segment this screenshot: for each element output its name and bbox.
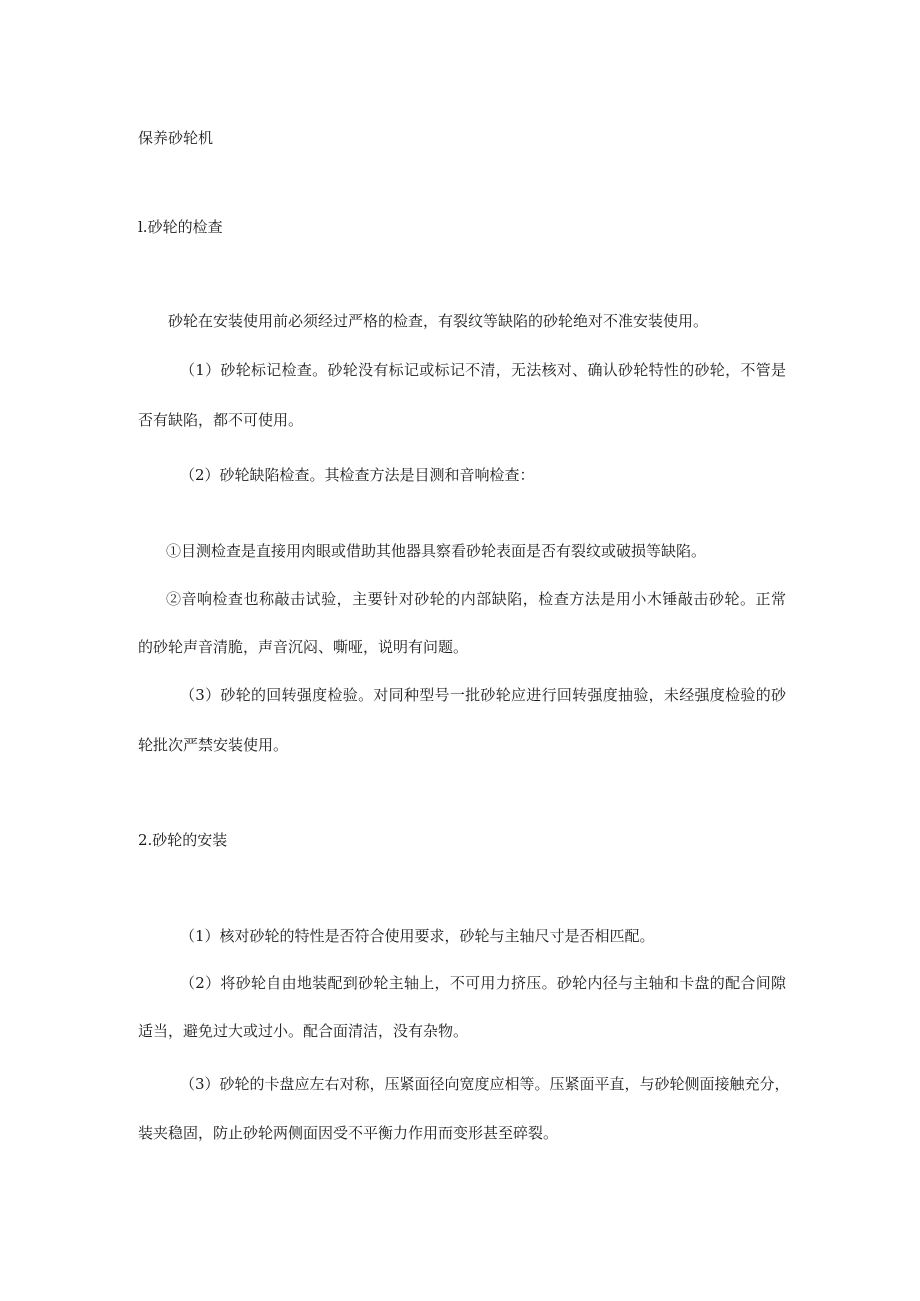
section1-sub1: ①目测检查是直接用肉眼或借助其他器具察看砂轮表面是否有裂纹或破损等缺陷。 [166, 542, 707, 560]
section2-item2-line1: （2）将砂轮自由地装配到砂轮主轴上，不可用力挤压。砂轮内径与主轴和卡盘的配合间隙 [180, 974, 786, 992]
section2-heading: 2.砂轮的安装 [138, 831, 228, 849]
section1-heading: l.砂轮的检查 [138, 218, 223, 236]
section2-item1: （1）核对砂轮的特性是否符合使用要求，砂轮与主轴尺寸是否相匹配。 [180, 927, 655, 945]
section1-sub2-line2: 的砂轮声音清脆，声音沉闷、嘶哑，说明有问题。 [138, 638, 469, 656]
section1-item3-line2: 轮批次严禁安装使用。 [138, 736, 289, 754]
section2-item2-line2: 适当，避免过大或过小。配合面清洁，没有杂物。 [138, 1022, 469, 1040]
section1-item2: （2）砂轮缺陷检查。其检查方法是目测和音响检查： [180, 466, 535, 484]
section1-item1-line2: 否有缺陷，都不可使用。 [138, 411, 304, 429]
section1-item1-line1: （1）砂轮标记检查。砂轮没有标记或标记不清，无法核对、确认砂轮特性的砂轮，不管是 [180, 361, 786, 379]
document-title: 保养砂轮机 [138, 129, 214, 147]
section2-item3-line2: 装夹稳固，防止砂轮两侧面因受不平衡力作用而变形甚至碎裂。 [138, 1124, 559, 1142]
section1-item3-line1: （3）砂轮的回转强度检验。对同种型号一批砂轮应进行回转强度抽验，未经强度检验的砂 [180, 686, 786, 704]
section2-item3-line1: （3）砂轮的卡盘应左右对称，压紧面径向宽度应相等。压紧面平直，与砂轮侧面接触充分， [180, 1075, 790, 1093]
section1-intro: 砂轮在安装使用前必须经过严格的检查，有裂纹等缺陷的砂轮绝对不准安装使用。 [168, 312, 709, 330]
section1-sub2-line1: ②音响检查也称敲击试验，主要针对砂轮的内部缺陷，检查方法是用小木锤敲击砂轮。正常 [166, 590, 786, 608]
